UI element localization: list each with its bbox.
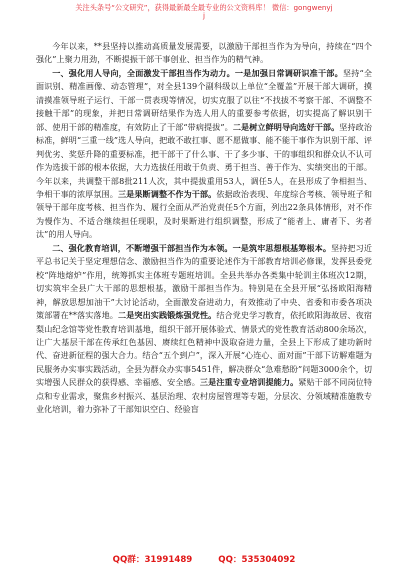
bold-heading-run: 三是果断调整不作为干部。	[117, 188, 217, 199]
body-text-run: 坚持政治标准，鲜明“三重一线”选人导向，把敢不敢扛事、愿不愿做事、能不能干事作为识别干部、评判优劣、奖惩升降的重要标准，把干部干了什么事、干了多少事、干的事组织和群众认不认可作为选拔干部的根本依据，大力选拔任用敢于负责、勇于担当、善于作为、实绩突出的干部。今年以来，共调整干部8批211人次，其中提拔重用53人，调任5人，在县形成了争相担当、争相干事的浓厚氛围。	[36, 121, 373, 199]
banner-line-1: 关注头条号“公文研究”，获得最新最全最专业的公文资料库！ 微信：gongwenyj	[75, 3, 333, 12]
bold-heading-run: 二、强化教育培训，不断增强干部担当作为本领。	[52, 242, 233, 253]
banner-line-2: j	[203, 11, 205, 21]
contact-footer	[0, 553, 408, 565]
document-body	[36, 40, 372, 417]
bold-heading-run: 一是筑牢思想根基筹根本。	[232, 242, 332, 253]
body-text-run: 紧贴干部不同岗位特点和专业需求，聚焦乡村振兴、基层治理、农村房屋管理等专题，分层次、分领域精准施教专业化培训，着力弥补了干部知识空白、经验盲	[36, 377, 372, 415]
body-text-run: 今年以来，**县坚持以推动高质量发展需要，以激励干部担当作为为导向，持续在“四个强化”上聚力用劲，不断提振干部干事创业、担当作为的精气神。	[36, 41, 372, 65]
bold-heading-run: 一是加强日常调研识准干部。	[234, 67, 343, 78]
paragraph-intro	[36, 40, 372, 67]
bold-heading-run: 二是突出实践锻炼强党性。	[118, 310, 217, 321]
body-text-run: 坚持“全面识别、精准画像、动态管理”，对全县139个副科级以上单位“全覆盖”开展干部大调研，摸清摸准领导班子运行、干部一贯表现等情况，切实克服了以往“不找拔不考察干部、不调整不接触干部”的现象，并把日常调研结果作为选人用人的重要参考依据，切实提高了解识别干部、使用干部的精准度，有效防止了干部“带病提拔”。	[36, 67, 373, 132]
qq-number: QQ：535304092	[218, 555, 296, 565]
qq-group-number: QQ群：31991489	[112, 555, 193, 565]
bold-heading-run: 三是注重专业培训提能力。	[199, 377, 299, 388]
body-text-run: 坚持把习近平总书记关于坚定理想信念、激励担当作为的重要论述作为干部教育培训必修课，发挥县委党校“阵地熔炉”作用，统筹抓实主体班专题班培训。全县共举办各类集中轮训主体班次12期，切实筑牢全县广大干部的思想根基，激励干部担当作为。特别是在全县开展“弘扬欧阳海精神，解放思想加油干”大讨论活动，全面激发奋进动力，有效推动了中央、省委和市委各项决策部署在**落实落地。	[36, 242, 372, 321]
paragraph-section-one	[36, 67, 372, 242]
bold-heading-run: 一、强化用人导向，全面激发干部担当作为动力。	[52, 67, 235, 78]
paragraph-section-two	[36, 242, 372, 417]
body-text-run: 依据政治表现、年度综合考核、领导班子和领导干部年度考核、担当作为、履行全面从严治党责任5个方面，列出22条具体情形，对不作为慢作为、不适合继续担任现职，及时果断进行组织调整，形成了“能者上、庸者下、劣者汰”的用人导向。	[36, 188, 372, 240]
body-text-run: 结合党史学习教育，依托欧阳海故居、夜宿梨山纪念馆等党性教育培训基地，组织干部开展体验式、情景式的党性教育活动800余场次，让广大基层干部在传承红色基因、赓续红色精神中汲取奋进力量，全县上下形成了建功新时代、奋进新征程的强大合力。结合“五个到户”，深入开展“心连心、面对面”干部下访解难题为民服务办实事实践活动，全县为群众办实事5451件，解决群众“急难愁盼”问题3000余个，切实增强人民群众的获得感、幸福感、安全感。	[36, 310, 372, 388]
watermark-banner	[0, 4, 408, 21]
bold-heading-run: 二是树立鲜明导向选好干部。	[232, 121, 340, 132]
